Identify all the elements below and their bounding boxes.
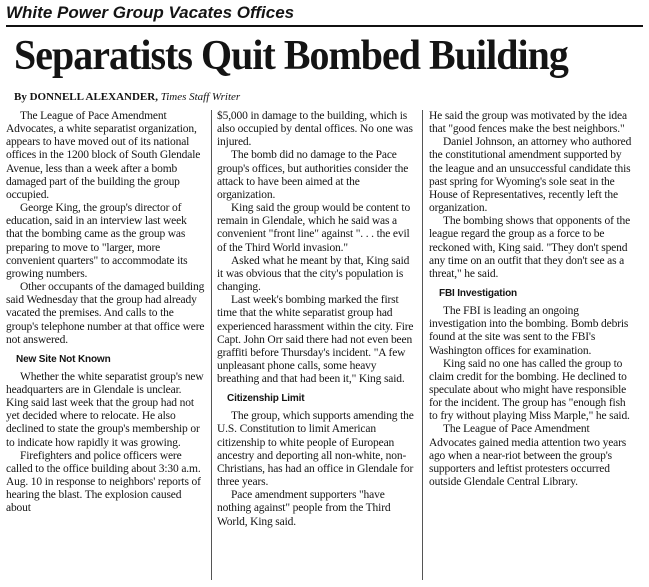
paragraph: King said the group would be content to remain in Glendale, which he said was a convenient "front line" against ". . . the evil of the Third World invasion." — [217, 202, 411, 254]
paragraph: Firefighters and police officers were called to the office building about 3:30 a.m. Aug. 10 in response to neighbors' reports of hearing the blast. The explosion caused about — [6, 449, 201, 515]
paragraph: The group, which supports amending the U.S. Constitution to limit American citizenship to white people of European ancestry and deporting all non-white, non-Christians, has had an office in Glendale for three years. — [217, 410, 414, 489]
subheading-fbi: FBI Investigation — [439, 288, 518, 300]
paragraph: George King, the group's director of education, said in an interview last week that the bombing came as the group was preparing to move to "larger, more convenient quarters" to accommodate its growing numbers. — [6, 202, 188, 280]
paragraph: Daniel Johnson, an attorney who authored the constitutional amendment supported by the league and an unsuccessful candidate this past spring for Wyoming's sole seat in the House of Representatives, recently left the organization. — [429, 136, 632, 215]
paragraph: Last week's bombing marked the first time that the white separatist group had experienced harassment within the city. Fire Capt. John Orr said there had not even been graffiti before Thursday's incident. "A few unpleasant phone calls, some heavy breathing and that had been it," King said. — [217, 294, 414, 386]
paragraph: The League of Pace Amendment Advocates, a white separatist organization, appears to have moved out of its national offices in the 1200 block of South Glendale Avenue, less than a week after a bomb damaged part of the building the group occupied. — [6, 110, 201, 201]
paragraph: The bombing shows that opponents of the league regard the group as a force to be reckoned with, King said. "They don't spend any time on an outfit that they don't see as a threat," he said. — [429, 215, 631, 280]
column-rule — [211, 110, 212, 580]
article-column-1 — [6, 110, 206, 584]
paragraph: He said the group was motivated by the idea that "good fences make the best neighbors." — [429, 110, 627, 136]
kicker-headline: White Power Group Vacates Offices — [6, 1, 643, 27]
column-rule — [422, 110, 423, 580]
subheading-citizenship: Citizenship Limit — [227, 393, 305, 405]
byline — [14, 88, 634, 106]
byline-author: By DONNELL ALEXANDER, — [14, 91, 158, 103]
main-headline: Separatists Quit Bombed Building — [14, 33, 568, 79]
paragraph: The League of Pace Amendment Advocates gained media attention two years ago when a near-riot between the group's supporters and leftist protesters occurred outside Glendale Central Library. — [429, 423, 627, 489]
paragraph: The bomb did no damage to the Pace group's offices, but authorities consider the attack to have been aimed at the organization. — [217, 149, 409, 201]
byline-role: Times Staff Writer — [160, 91, 241, 103]
article-column-3 — [429, 110, 635, 584]
paragraph: Pace amendment supporters "have nothing against" people from the Third World, King said. — [217, 489, 391, 528]
paragraph: Asked what he meant by that, King said it was obvious that the city's population is changing. — [217, 254, 410, 294]
paragraph: King said no one has called the group to claim credit for the bombing. He declined to speculate about who might have responsible for the incident. The group has "enough fish to fry without playing Miss Marple," he said. — [429, 357, 630, 423]
paragraph: $5,000 in damage to the building, which is also occupied by dental offices. No one was injured. — [217, 110, 413, 149]
article-column-2 — [217, 110, 416, 584]
subheading-new-site: New Site Not Known — [16, 353, 111, 365]
paragraph: The FBI is leading an ongoing investigation into the bombing. Bomb debris found at the site was sent to the FBI's Washington offices for examination. — [429, 305, 629, 357]
paragraph: Other occupants of the damaged building said Wednesday that the group had already vacated the premises. And calls to the group's telephone number at that office were not answered. — [6, 281, 205, 346]
paragraph: Whether the white separatist group's new headquarters are in Glendale is unclear. King said last week that the group had not yet decided where to relocate. He also declined to state the group's membership or to indicate how rapidly it was growing. — [6, 370, 204, 449]
